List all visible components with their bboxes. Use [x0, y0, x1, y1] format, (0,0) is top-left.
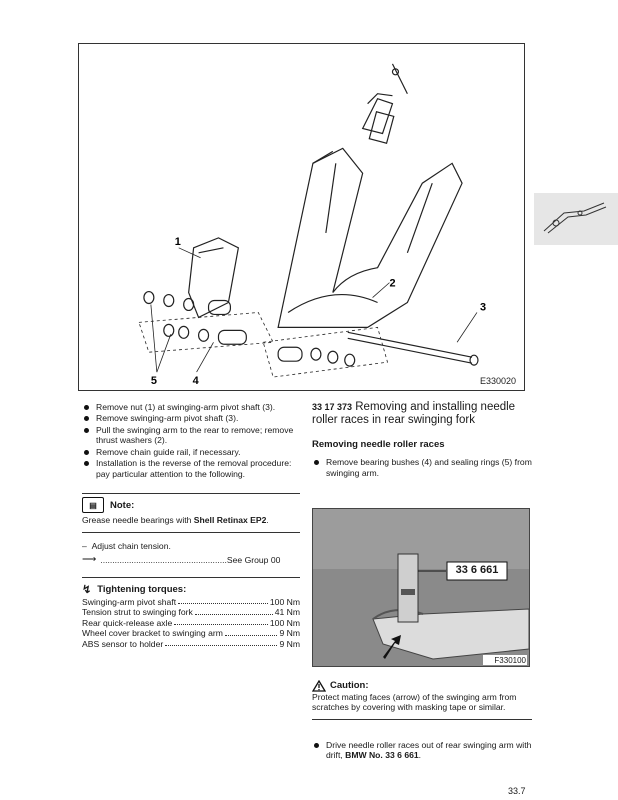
figure-id: E330020: [479, 376, 516, 386]
adjust-step-text: Adjust chain tension.: [91, 540, 171, 551]
step-item: Pull the swinging arm to the rear to remove; remove thrust washers (2).: [82, 425, 300, 446]
tool-number: BMW No. 33 6 661: [345, 750, 419, 761]
exploded-diagram: [78, 43, 525, 391]
torque-label: ABS sensor to holder: [82, 638, 164, 649]
step-item: Installation is the reverse of the removal procedure: pay particular attention to the following.: [82, 458, 300, 479]
adjust-step: – Adjust chain tension.: [82, 540, 171, 551]
tool-photo: [312, 508, 530, 667]
torque-value: 100 Nm: [269, 617, 300, 628]
torque-row: [82, 639, 300, 649]
removal-steps: [82, 402, 300, 479]
section-steps: [312, 457, 532, 478]
section-title: Removing and installing needle roller races in rear swinging fork: [312, 401, 516, 427]
final-step-prefix: Drive needle roller races out of rear swinging arm with drift,: [326, 740, 532, 761]
torque-heading: [82, 584, 300, 597]
note-text: [82, 515, 300, 525]
note-text-bold: Shell Retinax EP2: [193, 515, 267, 526]
callout-2: 2: [389, 277, 396, 290]
step-item: [312, 740, 532, 761]
torque-value: 9 Nm: [279, 628, 300, 639]
caution-box: [312, 680, 532, 723]
callout-1: 1: [174, 235, 181, 248]
subheading: Removing needle roller races: [312, 439, 445, 451]
step-item: Remove nut (1) at swinging-arm pivot shaft (3).: [82, 402, 300, 412]
final-steps: [312, 740, 532, 761]
note-title: Note:: [110, 499, 135, 511]
torque-row: [82, 628, 300, 638]
info-book-icon: ▤: [82, 497, 104, 513]
swinging-arm-thumbnail-icon: [534, 193, 618, 245]
torque-title: Tightening torques:: [97, 584, 187, 596]
torque-label: Swinging-arm pivot shaft: [82, 596, 177, 607]
torque-row: [82, 607, 300, 617]
torque-value: 9 Nm: [279, 638, 300, 649]
callout-4: 4: [192, 375, 199, 388]
left-column: [82, 402, 300, 649]
photo-figure-id: F330100: [494, 656, 526, 665]
torque-label: Rear quick-release axle: [82, 617, 173, 628]
divider: [82, 577, 300, 578]
callout-3: 3: [479, 301, 487, 314]
swinging-arm-drawing: [79, 44, 524, 390]
section-heading: [312, 401, 532, 427]
caution-text: Protect mating faces (arrow) of the swinging arm from scratches by covering with masking tape or similar.: [312, 692, 517, 713]
drift-tool-photo: [313, 509, 529, 666]
divider: [82, 493, 300, 494]
note-text-prefix: Grease needle bearings with: [82, 515, 194, 526]
tool-label: 33 6 661: [455, 564, 499, 576]
torque-label: Tension strut to swinging fork: [82, 607, 193, 618]
torque-value: 100 Nm: [269, 596, 300, 607]
cross-reference-text: .....................................................See Group 00: [100, 555, 281, 566]
step-item: Remove swinging-arm pivot shaft (3).: [82, 413, 300, 423]
cross-reference: [82, 554, 300, 566]
divider: [82, 532, 300, 533]
right-column: [312, 401, 532, 479]
torque-row: [82, 597, 300, 607]
note-heading: [82, 497, 300, 513]
torque-row: [82, 618, 300, 628]
warning-triangle-icon: [312, 680, 326, 692]
caution-title: Caution:: [330, 680, 369, 692]
final-step: [312, 740, 532, 762]
caution-heading: [312, 680, 532, 692]
divider: [312, 719, 532, 720]
torque-value: 41 Nm: [274, 607, 300, 618]
step-item: Remove chain guide rail, if necessary.: [82, 447, 300, 457]
arrow-right-icon: ⟶: [82, 554, 97, 566]
callout-5: 5: [150, 375, 157, 388]
torque-label: Wheel cover bracket to swinging arm: [82, 628, 223, 639]
section-number: 33 17 373: [312, 402, 353, 412]
page-number: 33.7: [508, 786, 526, 796]
note-text-suffix: .: [266, 515, 269, 526]
section-thumbnail-tab: [534, 193, 618, 245]
torque-wrench-icon: ↯: [82, 583, 92, 596]
final-step-suffix: .: [418, 750, 422, 761]
step-item: Remove bearing bushes (4) and sealing rings (5) from swinging arm.: [312, 457, 532, 478]
torque-list: [82, 597, 300, 649]
